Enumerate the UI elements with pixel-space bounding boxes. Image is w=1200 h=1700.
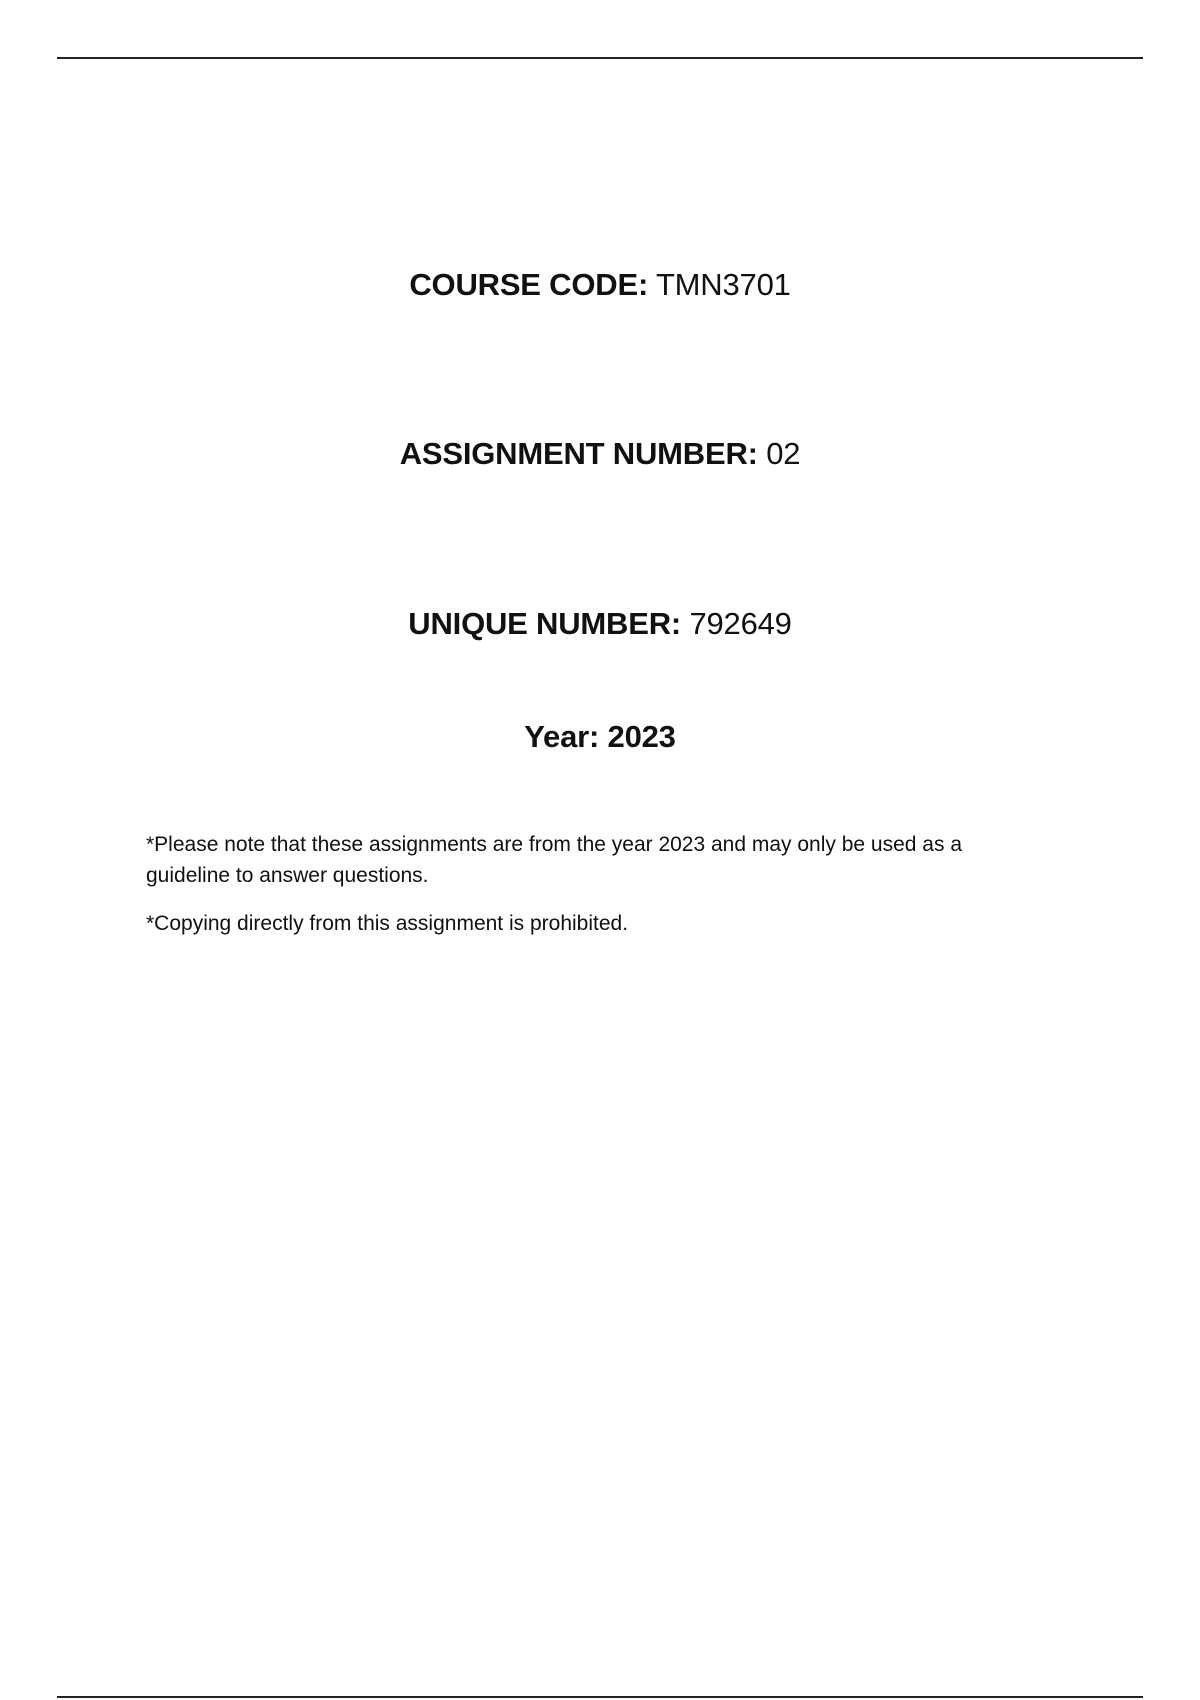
usage-note: *Please note that these assignments are from the year 2023 and may only be used as a guideline to answer questions. [146,833,962,887]
course-code-line [0,265,1200,305]
unique-number-label: UNIQUE NUMBER: [408,606,682,641]
course-code-value: TMN3701 [655,267,791,302]
year-line [0,717,1200,757]
year-label: Year: [524,719,600,754]
year-value: 2023 [607,719,676,754]
footer-rule [57,1696,1143,1698]
assignment-number-value: 02 [766,436,801,471]
unique-number-line [0,604,1200,644]
assignment-number-label: ASSIGNMENT NUMBER: [399,436,758,471]
header-rule [57,57,1143,59]
copying-note: *Copying directly from this assignment is prohibited. [146,912,629,935]
course-code-label: COURSE CODE: [409,267,649,302]
assignment-number-line [0,434,1200,474]
unique-number-value: 792649 [689,606,792,641]
